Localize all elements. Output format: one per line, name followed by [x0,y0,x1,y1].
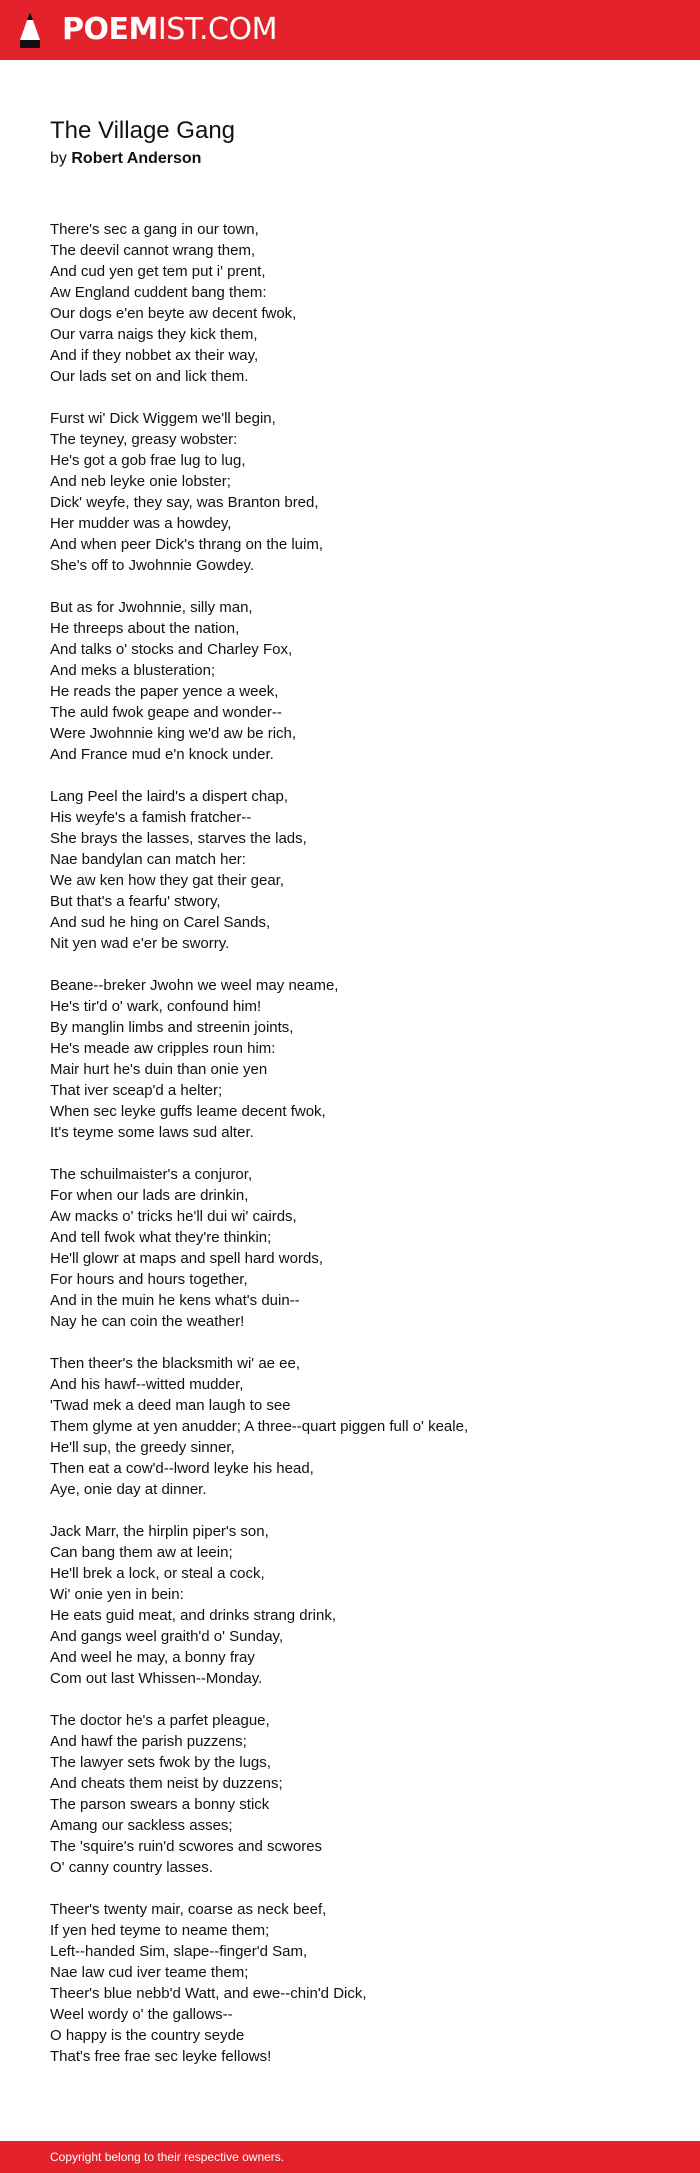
poem-line: The lawyer sets fwok by the lugs, [50,1754,271,1771]
poem-line: And France mud e'n knock under. [50,746,274,763]
logo-bold-text: POEM [62,12,158,47]
poem-line: For when our lads are drinkin, [50,1187,249,1204]
poem-line: But that's a fearfu' stwory, [50,893,221,910]
poem-line: The parson swears a bonny stick [50,1796,270,1813]
poem-line: His weyfe's a famish fratcher-- [50,809,252,826]
stanza [50,1521,670,1689]
poem-line: Her mudder was a howdey, [50,515,232,532]
poem-line: The deevil cannot wrang them, [50,242,256,259]
poem-line: She's off to Jwohnnie Gowdey. [50,557,255,574]
poem-line: Furst wi' Dick Wiggem we'll begin, [50,410,276,427]
pencil-tip-icon [18,10,42,50]
poem-line: The schuilmaister's a conjuror, [50,1166,253,1183]
poem-line: And sud he hing on Carel Sands, [50,914,271,931]
site-header [0,0,700,60]
poem-line: Nay he can coin the weather! [50,1313,245,1330]
poem-line: By manglin limbs and streenin joints, [50,1019,294,1036]
stanza [50,1710,670,1878]
poem-line: And talks o' stocks and Charley Fox, [50,641,293,658]
poem-line: Nae law cud iver teame them; [50,1964,249,1981]
poem-line: Theer's twenty mair, coarse as neck beef, [50,1901,327,1918]
poem-line: Nae bandylan can match her: [50,851,246,868]
poem-body [50,219,670,2088]
poem-line: Com out last Whissen--Monday. [50,1670,263,1687]
poem-line: We aw ken how they gat their gear, [50,872,285,889]
poem-line: Aw England cuddent bang them: [50,284,267,301]
poem-line: And weel he may, a bonny fray [50,1649,255,1666]
poem-line: Our dogs e'en beyte aw decent fwok, [50,305,297,322]
poem-line: That iver sceap'd a helter; [50,1082,223,1099]
poem-line: She brays the lasses, starves the lads, [50,830,307,847]
poem-line: And if they nobbet ax their way, [50,347,259,364]
poem-line: That's free frae sec leyke fellows! [50,2048,272,2065]
poem-line: Beane--breker Jwohn we weel may neame, [50,977,339,994]
poem-line: And cud yen get tem put i' prent, [50,263,266,280]
stanza [50,1164,670,1332]
poem-line: Left--handed Sim, slape--finger'd Sam, [50,1943,308,1960]
poem-line: Aye, onie day at dinner. [50,1481,207,1498]
site-footer [0,2141,700,2173]
poem-line: Then eat a cow'd--lword leyke his head, [50,1460,314,1477]
stanza [50,597,670,765]
poem-line: But as for Jwohnnie, silly man, [50,599,253,616]
stanza [50,1353,670,1500]
poem-line: Can bang them aw at leein; [50,1544,233,1561]
poem-line: 'Twad mek a deed man laugh to see [50,1397,291,1414]
poem-line: Then theer's the blacksmith wi' ae ee, [50,1355,301,1372]
poem-line: Jack Marr, the hirplin piper's son, [50,1523,269,1540]
poem-line: O happy is the country seyde [50,2027,245,2044]
poem-line: He'll glowr at maps and spell hard words, [50,1250,323,1267]
poem-line: If yen hed teyme to neame them; [50,1922,270,1939]
poem-line: For hours and hours together, [50,1271,248,1288]
stanza [50,219,670,387]
byline [50,149,650,169]
poem-line: The 'squire's ruin'd scwores and scwores [50,1838,323,1855]
poem-line: And gangs weel graith'd o' Sunday, [50,1628,284,1645]
poem-line: He reads the paper yence a week, [50,683,279,700]
poem-line: There's sec a gang in our town, [50,221,259,238]
poem-line: When sec leyke guffs leame decent fwok, [50,1103,326,1120]
poem-line: And tell fwok what they're thinkin; [50,1229,272,1246]
poem-line: The teyney, greasy wobster: [50,431,238,448]
stanza [50,408,670,576]
poem-line: The auld fwok geape and wonder-- [50,704,282,721]
poem-line: Them glyme at yen anudder; A three--quart piggen full o' keale, [50,1418,469,1435]
poem-line: Wi' onie yen in bein: [50,1586,184,1603]
poem-line: Aw macks o' tricks he'll dui wi' cairds, [50,1208,297,1225]
poem-line: Amang our sackless asses; [50,1817,233,1834]
poem-line: He'll brek a lock, or steal a cock, [50,1565,265,1582]
stanza [50,1899,670,2067]
by-label: by [50,150,67,167]
poem-line: O' canny country lasses. [50,1859,213,1876]
poem-line: He threeps about the nation, [50,620,240,637]
stanza [50,975,670,1143]
poem-line: And when peer Dick's thrang on the luim, [50,536,324,553]
logo-light-text: IST.COM [157,12,277,47]
stanza [50,786,670,954]
poem-line: The doctor he's a parfet pleague, [50,1712,270,1729]
poem-line: Weel wordy o' the gallows-- [50,2006,233,2023]
poem-line: And hawf the parish puzzens; [50,1733,247,1750]
site-logo[interactable] [62,12,277,48]
poem-line: Our varra naigs they kick them, [50,326,258,343]
poem-line: And cheats them neist by duzzens; [50,1775,283,1792]
poem-title: The Village Gang [50,117,236,144]
poem-line: Nit yen wad e'er be sworry. [50,935,230,952]
poem-line: It's teyme some laws sud alter. [50,1124,254,1141]
poem-line: Theer's blue nebb'd Watt, and ewe--chin'd Dick, [50,1985,367,2002]
poem-line: He'll sup, the greedy sinner, [50,1439,235,1456]
poem-title-block [50,116,650,169]
poem-line: And meks a blusteration; [50,662,216,679]
poem-line: He's meade aw cripples roun him: [50,1040,276,1057]
poem-line: And neb leyke onie lobster; [50,473,231,490]
copyright-text: Copyright belong to their respective owners. [50,2150,285,2164]
poem-line: And his hawf--witted mudder, [50,1376,244,1393]
poem-line: Were Jwohnnie king we'd aw be rich, [50,725,297,742]
poem-line: Our lads set on and lick them. [50,368,249,385]
poem-line: Lang Peel the laird's a dispert chap, [50,788,289,805]
poem-line: He's got a gob frae lug to lug, [50,452,246,469]
poem-line: And in the muin he kens what's duin-- [50,1292,300,1309]
poem-line: Mair hurt he's duin than onie yen [50,1061,268,1078]
poem-line: He eats guid meat, and drinks strang drink, [50,1607,336,1624]
poem-line: Dick' weyfe, they say, was Branton bred, [50,494,319,511]
author-name[interactable]: Robert Anderson [71,150,202,167]
poem-line: He's tir'd o' wark, confound him! [50,998,262,1015]
